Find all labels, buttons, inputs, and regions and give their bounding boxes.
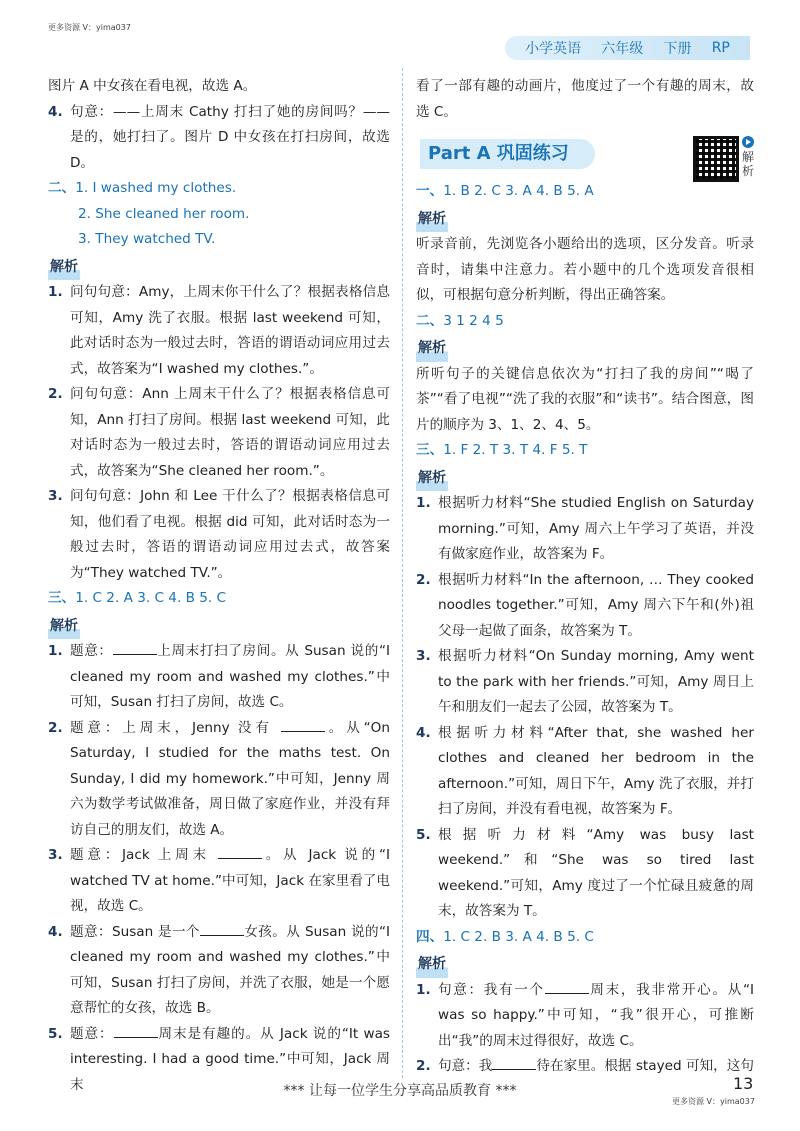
list-item bbox=[416, 1054, 754, 1080]
answer-line: 2. She cleaned her room. bbox=[78, 205, 250, 222]
answer-blank bbox=[492, 1056, 536, 1070]
grade-label: 六年级 bbox=[601, 41, 644, 57]
item-text: 根据听力材料“After that, she washed her clothes and cleaned her bedroom in the afternoon.”可知，周日下午，Amy 洗了衣服，并打扫了房间，并没有看电视，故答案为 F。 bbox=[438, 724, 754, 817]
paragraph: 图片 A 中女孩在看电视，故选 A。 bbox=[48, 78, 257, 94]
analysis-heading: 解析 bbox=[416, 336, 448, 362]
qr-label-1: 解 bbox=[741, 150, 754, 164]
item-text: 根据听力材料“In the afternoon, … They cooked noodles together.”可知，Amy 周六下午和(外)祖父母一起做了面条，故答案为 T。 bbox=[438, 571, 754, 639]
list-item bbox=[48, 100, 390, 177]
list-item bbox=[48, 280, 390, 382]
answer-blank bbox=[200, 922, 244, 936]
item-text: 根据听力材料“Amy was busy last weekend.”和“She was so tired last weekend.”可知，Amy 度过了一个忙碌且疲惫的周末，故答案为 T。 bbox=[438, 826, 754, 919]
item-number: 2. bbox=[416, 1058, 431, 1074]
answer-blank bbox=[218, 845, 262, 859]
item-text-pre: 题意：Susan 是一个 bbox=[70, 923, 200, 940]
section-number: 二、 bbox=[48, 180, 76, 196]
analysis-heading: 解析 bbox=[48, 614, 80, 640]
item-text-pre: 题意： bbox=[70, 1025, 114, 1042]
item-text-post: 待在家里。根据 stayed 可知，这句 bbox=[536, 1058, 754, 1074]
answer-blank bbox=[114, 1024, 158, 1038]
item-text-post: 。从 Jack 说的“I watched TV at home.”中可知，Jack 在家里看了电视，故选 C。 bbox=[70, 847, 391, 914]
qr-code-icon[interactable] bbox=[693, 136, 739, 182]
list-item bbox=[48, 639, 390, 716]
right-content bbox=[416, 179, 754, 1080]
item-number: 2. bbox=[48, 386, 63, 402]
answer-blank bbox=[113, 641, 157, 655]
analysis-heading: 解析 bbox=[416, 207, 448, 233]
edition-label: RP bbox=[711, 40, 730, 56]
item-text-pre: 句意：我 bbox=[438, 1058, 493, 1074]
answer-text: 3 1 2 4 5 bbox=[443, 312, 504, 329]
item-number: 4. bbox=[416, 724, 431, 741]
item-text-pre: 题意：上周末，Jenny 没有 bbox=[70, 719, 281, 736]
analysis-heading: 解析 bbox=[48, 255, 80, 281]
section-number: 四、 bbox=[416, 928, 444, 945]
item-number: 2. bbox=[416, 571, 431, 588]
list-item bbox=[416, 491, 754, 568]
list-item bbox=[416, 978, 754, 1055]
column-divider bbox=[402, 68, 403, 1078]
section-number: 二、 bbox=[416, 312, 444, 329]
section-banner: Part A 巩固练习 bbox=[420, 139, 595, 169]
top-resource-note: 更多资源 V：yima037 bbox=[48, 23, 131, 32]
answer-line: 3. They watched TV. bbox=[78, 231, 216, 247]
analysis-heading-row bbox=[48, 253, 390, 281]
item-text-post: 周末，我非常开心。从“I was so happy.”中可知，“我”很开心，可推断出“我”的周末过得很好，故选 C。 bbox=[438, 981, 754, 1049]
analysis-heading-row bbox=[416, 205, 754, 233]
list-item bbox=[48, 716, 390, 844]
answer-line bbox=[48, 176, 390, 202]
list-item bbox=[416, 568, 754, 645]
list-item bbox=[416, 721, 754, 823]
item-number: 5. bbox=[416, 826, 431, 843]
qr-label-2: 析 bbox=[741, 164, 754, 178]
left-column bbox=[48, 74, 390, 1098]
answer-text: 1. C 2. B 3. A 4. B 5. C bbox=[443, 928, 594, 945]
answer-text: 1. C 2. A 3. C 4. B 5. C bbox=[75, 590, 227, 606]
item-text-pre: 题意：Jack 上周末 bbox=[70, 847, 218, 863]
item-number: 3. bbox=[48, 847, 63, 863]
page-number: 13 bbox=[733, 1074, 754, 1093]
subject-label: 小学英语 bbox=[525, 41, 582, 57]
right-column bbox=[416, 74, 754, 1080]
section-number: 一、 bbox=[416, 183, 444, 199]
list-item bbox=[416, 823, 754, 925]
item-number: 5. bbox=[48, 1025, 63, 1042]
item-number: 1. bbox=[416, 981, 431, 998]
item-text: 根据听力材料“She studied English on Saturday morning.”可知，Amy 周六上午学习了英语，并没有做家庭作业，故答案为 F。 bbox=[438, 495, 754, 562]
section-number: 三、 bbox=[48, 590, 76, 606]
answer-text: 1. F 2. T 3. T 4. F 5. T bbox=[443, 442, 588, 458]
item-number: 1. bbox=[48, 643, 63, 659]
qr-label bbox=[742, 136, 754, 178]
qr-code-block[interactable] bbox=[693, 136, 754, 182]
item-number: 3. bbox=[48, 488, 63, 504]
analysis-heading-row bbox=[416, 334, 754, 362]
paragraph: 所听句子的关键信息依次为“打扫了我的房间”“喝了茶”“看了电视”“洗了我的衣服”和“读书”。结合图意，图片的顺序为 3、1、2、4、5。 bbox=[416, 365, 754, 433]
analysis-heading-row bbox=[48, 612, 390, 640]
answer-line bbox=[416, 925, 754, 951]
item-text-post: 周末是有趣的。从 Jack 说的“It was interesting. I had a good time.”中可知，Jack 周末 bbox=[70, 1025, 391, 1093]
analysis-heading: 解析 bbox=[416, 466, 448, 492]
bottom-resource-note: 更多资源 V：yima037 bbox=[672, 1097, 755, 1106]
footer-slogan: *** 让每一位学生分享高品质教育 *** bbox=[283, 1083, 517, 1099]
item-number: 3. bbox=[416, 648, 431, 664]
list-item bbox=[48, 382, 390, 484]
list-item bbox=[48, 484, 390, 586]
analysis-heading-row bbox=[416, 950, 754, 978]
analysis-heading: 解析 bbox=[416, 952, 448, 978]
right-continuation: 看了一部有趣的动画片，他度过了一个有趣的周末，故选 C。 bbox=[416, 78, 754, 120]
item-number: 4. bbox=[48, 923, 63, 940]
list-item bbox=[48, 920, 390, 1022]
item-number: 1. bbox=[416, 495, 431, 511]
answer-text: 1. B 2. C 3. A 4. B 5. A bbox=[443, 183, 594, 199]
answer-line bbox=[416, 179, 754, 205]
item-text: 问句句意：Ann 上周末干什么了？根据表格信息可知，Ann 打扫了房间。根据 last weekend 可知，此对话时态为一般过去时，答语的谓语动词应用过去式，故答案为“She cleaned her room.”。 bbox=[70, 386, 390, 479]
analysis-heading-row bbox=[416, 464, 754, 492]
answer-line bbox=[416, 309, 754, 335]
item-text-post: 上周末打扫了房间。从 Susan 说的“I cleaned my room and washed my clothes.”中可知，Susan 打扫了房间，故选 C。 bbox=[70, 643, 391, 710]
answer-blank bbox=[545, 980, 589, 994]
answer-line bbox=[48, 586, 390, 612]
list-item bbox=[48, 843, 390, 920]
item-number: 1. bbox=[48, 284, 63, 300]
item-number: 2. bbox=[48, 719, 63, 736]
item-text: 根据听力材料“On Sunday morning, Amy went to the park with her friends.”可知，Amy 周日上午和朋友们一起去了公园，故答案为 T。 bbox=[438, 648, 754, 715]
item-text-pre: 题意： bbox=[70, 643, 113, 659]
item-text-pre: 句意：我有一个 bbox=[438, 981, 545, 998]
list-item bbox=[416, 644, 754, 721]
answer-line bbox=[416, 438, 754, 464]
item-text-post: 。从“On Saturday, I studied for the maths test. On Sunday, I did my homework.”中可知，Jenny 周六为数学考试做准备，周日做了家庭作业，并没有拜访自己的朋友们，故选 A。 bbox=[70, 719, 390, 838]
item-text-post: 女孩。从 Susan 说的“I cleaned my room and washed my clothes.”中可知，Susan 打扫了房间，并洗了衣服，她是一个愿意帮忙的女孩，故选 B。 bbox=[70, 923, 391, 1016]
item-text: 句意：——上周末 Cathy 打扫了她的房间吗？——是的，她打扫了。图片 D 中女孩在打扫房间，故选 D。 bbox=[70, 103, 390, 171]
item-text: 问句句意：Amy，上周末你干什么了？根据表格信息可知，Amy 洗了衣服。根据 last weekend 可知，此对话时态为一般过去时，答语的谓语动词应用过去式，故答案为“I washed my clothes.”。 bbox=[70, 284, 390, 377]
answer-blank bbox=[281, 718, 325, 732]
answer-text: 1. I washed my clothes. bbox=[75, 180, 237, 196]
header-tag bbox=[505, 36, 750, 60]
item-text: 问句句意：John 和 Lee 干什么了？根据表格信息可知，他们看了电视。根据 did 可知，此对话时态为一般过去时，答语的谓语动词应用过去式，故答案为“They watched TV.”。 bbox=[70, 488, 390, 581]
play-icon bbox=[742, 136, 754, 148]
item-number: 4. bbox=[48, 103, 63, 120]
paragraph: 听录音前，先浏览各小题给出的选项，区分发音。听录音时，请集中注意力。若小题中的几个选项发音很相似，可根据句意分析判断，得出正确答案。 bbox=[416, 236, 754, 303]
section-number: 三、 bbox=[416, 442, 444, 458]
volume-label: 下册 bbox=[663, 41, 692, 57]
